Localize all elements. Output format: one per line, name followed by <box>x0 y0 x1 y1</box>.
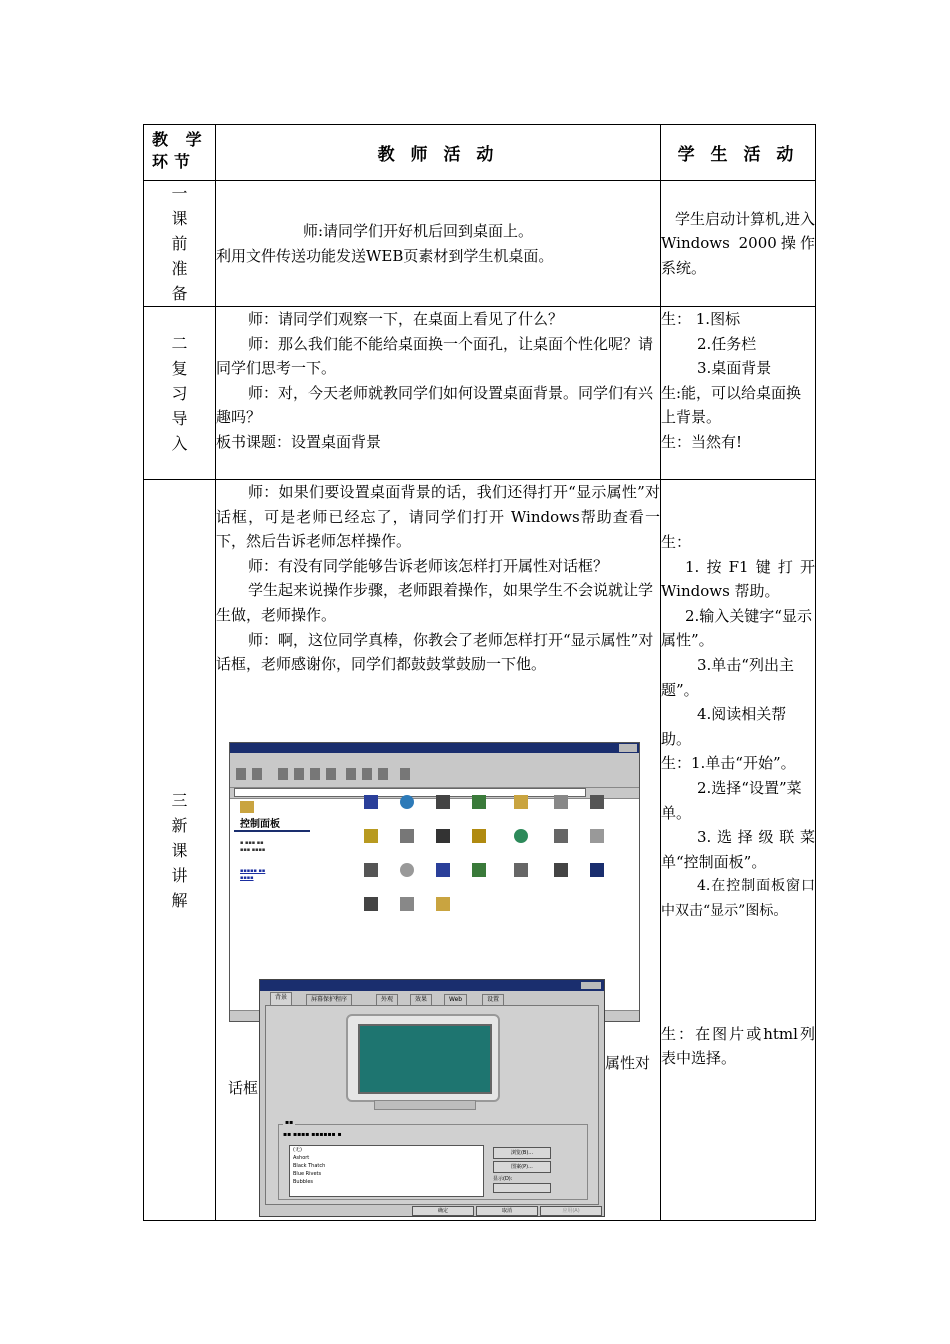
teacher-line: 师：如果们要设置桌面背景的话，我们还得打开“显示属性”对话框，可是老师已经忘了，请同学们打开 Windows帮助查看一下，然后告诉老师怎样操作。 <box>216 483 660 551</box>
section-text: 三新课讲解 <box>171 790 188 910</box>
student-line: 生： 1.图标 <box>661 310 741 328</box>
display-properties-screenshot <box>259 979 605 1217</box>
teacher-line: 师：对，今天老师就教同学们如何设置桌面背景。同学们有兴趣吗？ <box>216 383 654 427</box>
student-line: 2.任务栏 <box>697 334 757 353</box>
tab-panel <box>265 1005 599 1205</box>
teacher-line: 学生起来说操作步骤，老师跟着操作，如果学生不会说就让学生做，老师操作。 <box>216 581 654 624</box>
window-controls <box>619 744 637 752</box>
tab-strip <box>260 991 604 1005</box>
toolbar <box>230 763 639 788</box>
tab-screensaver[interactable]: 屏幕保护程序 <box>306 994 352 1005</box>
wallpaper-group: ▪▪ ▪▪ ▪▪▪▪ ▪▪▪▪▪▪ ▪ (无) Ashort Black Thatch Blue Rivets Bubbles 浏览(B)... 图案(P)... 显示(D): <box>278 1124 588 1200</box>
apply-button[interactable]: 应用(A) <box>540 1206 602 1216</box>
list-item[interactable]: Bubbles <box>293 1179 314 1185</box>
tab-web[interactable]: Web <box>444 994 467 1005</box>
monitor-preview <box>346 1014 500 1102</box>
dialog-title-bar <box>260 980 604 991</box>
teacher-tail-left: 话框 <box>228 1079 259 1097</box>
teacher-line: 利用文件传送功能发送WEB页素材到学生机桌面。 <box>216 246 554 265</box>
list-item[interactable]: Ashort <box>293 1155 310 1161</box>
pattern-button[interactable]: 图案(P)... <box>493 1161 551 1173</box>
tab-background[interactable]: 背景 <box>270 992 292 1005</box>
section-label-3 <box>144 480 216 1221</box>
student-line: 生：当然有! <box>661 432 743 451</box>
teacher-line: 板书课题：设置桌面背景 <box>216 432 382 451</box>
panel-sidebar: 控制面板 ▪ ▪▪▪ ▪▪ ▪▪▪ ▪▪▪▪ ▪▪▪▪▪ ▪▪ ▪▪▪▪ <box>234 801 342 1001</box>
display-label: 显示(D): <box>493 1176 513 1182</box>
student-line: 2.选择“设置”菜单。 <box>661 778 802 822</box>
teacher-tail-right: 属性对 <box>604 1054 650 1072</box>
list-item[interactable]: Black Thatch <box>293 1163 326 1169</box>
teacher-line: 师：那么我们能不能给桌面换一个面孔，让桌面个性化呢？请同学们思考一下。 <box>216 334 654 378</box>
folder-icon <box>240 801 254 813</box>
header-student: 学 生 活 动 <box>661 125 816 181</box>
header-stage: 教 学环节 <box>144 125 216 181</box>
student-line: 3.桌面背景 <box>697 359 772 378</box>
student-line: 生：在图片或html列表中选择。 <box>661 1024 815 1068</box>
cancel-button[interactable]: 取消 <box>476 1206 538 1216</box>
ok-button[interactable]: 确定 <box>412 1206 474 1216</box>
screen-preview <box>358 1024 492 1094</box>
header-teacher: 教 师 活 动 <box>216 125 661 181</box>
student-line: 4.阅读相关帮助。 <box>661 705 787 748</box>
tab-effects[interactable]: 效果 <box>410 994 432 1005</box>
student-line: 生：1.单击“开始”。 <box>661 754 796 773</box>
student-line: 3.选择级联菜单“控制面板”。 <box>661 828 815 871</box>
student-line: 1.按F1键打开 Windows 帮助。 <box>661 557 815 601</box>
panel-title: 控制面板 <box>234 815 310 832</box>
monitor-stand <box>374 1100 476 1110</box>
student-line: 生： <box>661 533 692 551</box>
student-line: 4.在控制面板窗口中双击“显示”图标。 <box>661 878 815 919</box>
menu-bar <box>230 753 639 763</box>
list-item[interactable]: Blue Rivets <box>293 1171 322 1177</box>
student-line: 生:能，可以给桌面换上背景。 <box>661 383 802 427</box>
title-bar <box>230 743 639 753</box>
student-line: 2.输入关键字“显示属性”。 <box>661 606 812 650</box>
browse-button[interactable]: 浏览(B)... <box>493 1147 551 1159</box>
teacher-line: 师：请同学们观察一下，在桌面上看见了什么？ <box>248 310 564 328</box>
student-line: 学生启动计算机,进入Windows 2000操作系统。 <box>661 209 815 277</box>
section-text: 一课前准备 <box>171 184 188 303</box>
teacher-line: 师：啊，这位同学真棒，你教会了老师怎样打开“显示属性”对话框，老师感谢你，同学们都鼓鼓掌鼓励一下他。 <box>216 630 654 674</box>
display-select[interactable] <box>493 1183 551 1193</box>
section-text: 二复习导入 <box>171 333 188 453</box>
student-line: 3.单击“列出主题”。 <box>661 655 794 699</box>
window-controls <box>581 982 601 989</box>
tab-appearance[interactable]: 外观 <box>376 994 398 1005</box>
tab-settings[interactable]: 设置 <box>482 994 504 1005</box>
section-label-1 <box>144 181 216 307</box>
section-label-2 <box>144 307 216 480</box>
wallpaper-list[interactable] <box>289 1145 484 1197</box>
list-item[interactable]: (无) <box>293 1147 302 1153</box>
teacher-line: 师:请同学们开好机后回到桌面上。 <box>303 221 534 240</box>
teacher-line: 师：有没有同学能够告诉老师该怎样打开属性对话框？ <box>248 556 609 575</box>
